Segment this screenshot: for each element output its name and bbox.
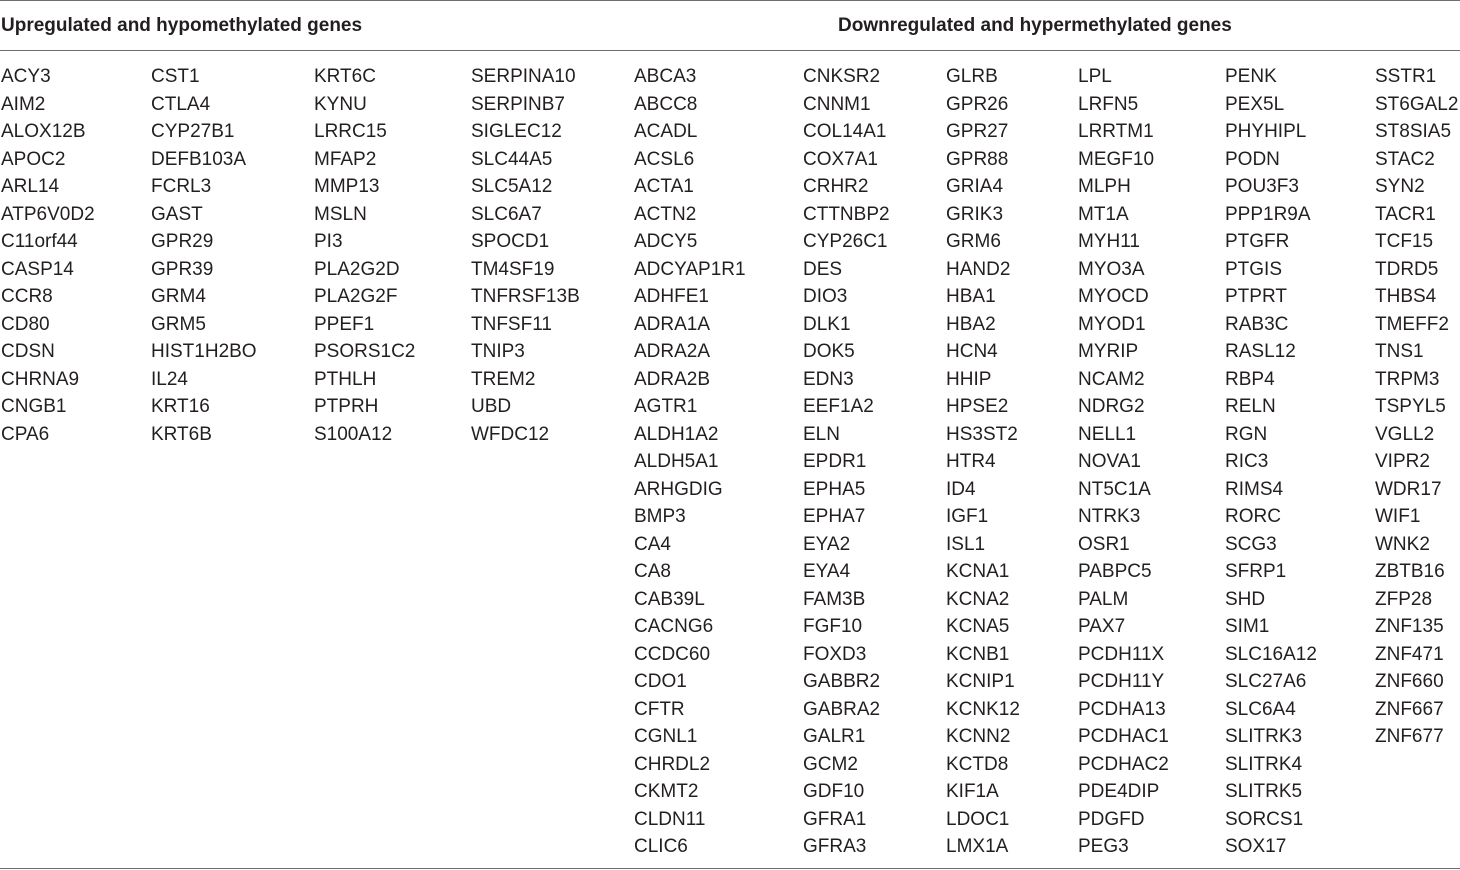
gene-cell: ABCA3: [634, 66, 697, 87]
gene-cell: PLA2G2D: [314, 258, 400, 280]
gene-cell: HCN4: [946, 341, 998, 362]
gene-cell: ACTA1: [634, 176, 694, 197]
gene-cell: NOVA1: [1078, 451, 1142, 472]
gene-cell: ACY3: [1, 66, 51, 87]
gene-cell: CNKSR2: [803, 66, 881, 87]
gene-cell: KYNU: [314, 93, 367, 115]
gene-cell: SERPINA10: [471, 66, 576, 87]
gene-cell: DEFB103A: [151, 148, 247, 170]
gene-cell: CAB39L: [634, 588, 705, 610]
gene-cell: PAX7: [1078, 616, 1126, 637]
gene-cell: ARHGDIG: [634, 478, 723, 500]
gene-cell: PCDH11Y: [1078, 671, 1165, 692]
gene-cell: MT1A: [1078, 203, 1129, 225]
gene-cell: MYO3A: [1078, 258, 1145, 280]
gene-cell: SORCS1: [1225, 808, 1304, 830]
gene-cell: KRT16: [151, 396, 210, 417]
gene-cell: ELN: [803, 423, 840, 445]
gene-cell: ID4: [946, 478, 976, 500]
gene-cell: SPOCD1: [471, 231, 550, 252]
gene-cell: RORC: [1225, 506, 1281, 527]
gene-cell: NT5C1A: [1078, 478, 1151, 500]
gene-cell: PTPRT: [1225, 286, 1287, 307]
gene-cell: CA4: [634, 533, 671, 555]
up-column-1: [1, 63, 95, 448]
gene-cell: CD80: [1, 313, 50, 335]
gene-cell: EYA2: [803, 533, 851, 555]
gene-cell: KCNK12: [946, 698, 1020, 720]
gene-cell: PDGFD: [1078, 808, 1145, 830]
gene-cell: EEF1A2: [803, 396, 874, 417]
gene-cell: GABRA2: [803, 698, 881, 720]
gene-cell: GPR27: [946, 121, 1009, 142]
gene-cell: WNK2: [1375, 533, 1430, 555]
gene-cell: RASL12: [1225, 341, 1296, 362]
gene-cell: C11orf44: [1, 231, 78, 252]
gene-cell: HAND2: [946, 258, 1011, 280]
gene-cell: TNS1: [1375, 341, 1424, 362]
gene-cell: GLRB: [946, 66, 998, 87]
gene-cell: TRPM3: [1375, 368, 1440, 390]
gene-cell: MYRIP: [1078, 341, 1139, 362]
gene-cell: LRRTM1: [1078, 121, 1154, 142]
gene-cell: ADRA2B: [634, 368, 711, 390]
gene-cell: SLC6A4: [1225, 698, 1296, 720]
gene-cell: FGF10: [803, 616, 863, 637]
gene-cell: WFDC12: [471, 423, 550, 445]
gene-cell: NCAM2: [1078, 368, 1145, 390]
gene-cell: DIO3: [803, 286, 848, 307]
gene-cell: CKMT2: [634, 781, 699, 802]
gene-cell: KRT6C: [314, 66, 376, 87]
gene-cell: SFRP1: [1225, 561, 1287, 582]
gene-cell: CYP26C1: [803, 231, 888, 252]
gene-cell: VGLL2: [1375, 423, 1435, 445]
gene-cell: PEG3: [1078, 836, 1129, 857]
gene-cell: HS3ST2: [946, 423, 1018, 445]
gene-cell: TCF15: [1375, 231, 1434, 252]
gene-cell: IL24: [151, 368, 188, 390]
gene-cell: KRT6B: [151, 423, 212, 445]
gene-cell: CNNM1: [803, 93, 871, 115]
gene-cell: PENK: [1225, 66, 1277, 87]
gene-cell: CGNL1: [634, 726, 698, 747]
gene-cell: LRRC15: [314, 121, 387, 142]
gene-cell: KIF1A: [946, 781, 999, 802]
gene-cell: ST8SIA5: [1375, 121, 1452, 142]
gene-cell: IGF1: [946, 506, 989, 527]
table-top-rule: [0, 0, 1460, 1]
gene-cell: SIGLEC12: [471, 121, 562, 142]
gene-cell: ZFP28: [1375, 588, 1433, 610]
gene-cell: NDRG2: [1078, 396, 1145, 417]
gene-cell: MSLN: [314, 203, 367, 225]
gene-cell: KCNA5: [946, 616, 1010, 637]
down-column-6: [1375, 63, 1458, 751]
gene-cell: TM4SF19: [471, 258, 555, 280]
gene-cell: KCNIP1: [946, 671, 1015, 692]
gene-cell: SERPINB7: [471, 93, 565, 115]
gene-cell: COX7A1: [803, 148, 878, 170]
gene-cell: PCDHAC2: [1078, 753, 1169, 775]
gene-cell: CCR8: [1, 286, 53, 307]
gene-cell: CDO1: [634, 671, 687, 692]
gene-cell: GALR1: [803, 726, 866, 747]
gene-cell: ALOX12B: [1, 121, 86, 142]
gene-cell: ZNF135: [1375, 616, 1444, 637]
gene-cell: RBP4: [1225, 368, 1275, 390]
gene-cell: ADHFE1: [634, 286, 709, 307]
gene-cell: EYA4: [803, 561, 851, 582]
gene-cell: GPR88: [946, 148, 1009, 170]
gene-cell: TDRD5: [1375, 258, 1439, 280]
gene-cell: PODN: [1225, 148, 1280, 170]
gene-cell: FCRL3: [151, 176, 212, 197]
header-rule: [0, 50, 1460, 51]
gene-cell: CHRNA9: [1, 368, 80, 390]
gene-cell: CST1: [151, 66, 200, 87]
gene-cell: TNIP3: [471, 341, 525, 362]
gene-cell: PTGIS: [1225, 258, 1283, 280]
gene-cell: CDSN: [1, 341, 55, 362]
gene-cell: COL14A1: [803, 121, 887, 142]
gene-cell: KCNN2: [946, 726, 1011, 747]
gene-cell: SLITRK3: [1225, 726, 1303, 747]
gene-cell: PCDHAC1: [1078, 726, 1169, 747]
gene-cell: PI3: [314, 231, 343, 252]
gene-cell: DES: [803, 258, 843, 280]
gene-cell: HHIP: [946, 368, 992, 390]
gene-cell: POU3F3: [1225, 176, 1299, 197]
gene-cell: GRM4: [151, 286, 206, 307]
gene-cell: HTR4: [946, 451, 996, 472]
gene-cell: GRIK3: [946, 203, 1004, 225]
gene-cell: ZNF660: [1375, 671, 1444, 692]
gene-cell: ADRA2A: [634, 341, 711, 362]
gene-cell: SLC27A6: [1225, 671, 1307, 692]
down-column-1: [634, 63, 746, 861]
gene-cell: WIF1: [1375, 506, 1421, 527]
gene-cell: NELL1: [1078, 423, 1137, 445]
up-column-3: [314, 63, 415, 448]
gene-cell: GFRA1: [803, 808, 867, 830]
gene-cell: BMP3: [634, 506, 686, 527]
gene-cell: LPL: [1078, 66, 1112, 87]
gene-cell: PTGFR: [1225, 231, 1290, 252]
gene-cell: CTLA4: [151, 93, 211, 115]
gene-cell: ST6GAL2: [1375, 93, 1459, 115]
header-downregulated: Downregulated and hypermethylated genes: [838, 15, 1232, 36]
gene-cell: SLITRK5: [1225, 781, 1303, 802]
gene-cell: ACTN2: [634, 203, 697, 225]
gene-cell: ZNF677: [1375, 726, 1444, 747]
gene-cell: GRM6: [946, 231, 1001, 252]
header-upregulated: Upregulated and hypomethylated genes: [1, 15, 363, 36]
gene-cell: SHD: [1225, 588, 1266, 610]
gene-cell: CPA6: [1, 423, 50, 445]
gene-cell: ACSL6: [634, 148, 695, 170]
gene-cell: CFTR: [634, 698, 685, 720]
gene-cell: GPR39: [151, 258, 214, 280]
gene-cell: MYOCD: [1078, 286, 1149, 307]
gene-cell: EPHA7: [803, 506, 866, 527]
gene-cell: SYN2: [1375, 176, 1425, 197]
gene-cell: RIC3: [1225, 451, 1269, 472]
gene-cell: MFAP2: [314, 148, 377, 170]
gene-cell: PSORS1C2: [314, 341, 416, 362]
gene-cell: CYP27B1: [151, 121, 235, 142]
gene-cell: GRM5: [151, 313, 206, 335]
gene-cell: VIPR2: [1375, 451, 1430, 472]
gene-cell: GPR29: [151, 231, 214, 252]
gene-cell: PPP1R9A: [1225, 203, 1311, 225]
gene-cell: CASP14: [1, 258, 74, 280]
gene-cell: KCNB1: [946, 643, 1010, 665]
gene-cell: ALDH5A1: [634, 451, 719, 472]
gene-cell: DLK1: [803, 313, 851, 335]
gene-cell: HIST1H2BO: [151, 341, 257, 362]
gene-cell: CLDN11: [634, 808, 706, 830]
gene-cell: ISL1: [946, 533, 986, 555]
gene-cell: CCDC60: [634, 643, 711, 665]
gene-cell: PLA2G2F: [314, 286, 398, 307]
gene-cell: TSPYL5: [1375, 396, 1446, 417]
gene-cell: RELN: [1225, 396, 1276, 417]
gene-cell: GPR26: [946, 93, 1009, 115]
gene-cell: EPDR1: [803, 451, 867, 472]
gene-cell: MYH11: [1078, 231, 1140, 252]
gene-cell: S100A12: [314, 423, 393, 445]
gene-cell: GAST: [151, 203, 203, 225]
gene-cell: PTHLH: [314, 368, 377, 390]
gene-cell: CTTNBP2: [803, 203, 890, 225]
gene-cell: NTRK3: [1078, 506, 1141, 527]
gene-cell: GDF10: [803, 781, 865, 802]
gene-cell: KCNA2: [946, 588, 1010, 610]
gene-cell: THBS4: [1375, 286, 1437, 307]
down-column-5: [1225, 63, 1317, 861]
gene-cell: CNGB1: [1, 396, 67, 417]
gene-cell: SIM1: [1225, 616, 1270, 637]
gene-cell: PCDH11X: [1078, 643, 1165, 665]
gene-cell: PDE4DIP: [1078, 781, 1160, 802]
gene-cell: SLC5A12: [471, 176, 553, 197]
gene-cell: STAC2: [1375, 148, 1435, 170]
gene-cell: LRFN5: [1078, 93, 1139, 115]
gene-cell: KCNA1: [946, 561, 1010, 582]
gene-cell: APOC2: [1, 148, 66, 170]
gene-cell: SSTR1: [1375, 66, 1437, 87]
gene-cell: CA8: [634, 561, 671, 582]
gene-cell: PPEF1: [314, 313, 375, 335]
gene-cell: OSR1: [1078, 533, 1130, 555]
gene-cell: TACR1: [1375, 203, 1436, 225]
gene-cell: SLC44A5: [471, 148, 553, 170]
up-column-4: [471, 63, 580, 448]
gene-cell: LMX1A: [946, 836, 1009, 857]
gene-cell: UBD: [471, 396, 512, 417]
gene-cell: RGN: [1225, 423, 1268, 445]
gene-cell: AIM2: [1, 93, 46, 115]
gene-cell: ADRA1A: [634, 313, 711, 335]
gene-cell: MYOD1: [1078, 313, 1146, 335]
gene-cell: CACNG6: [634, 616, 714, 637]
gene-cell: ALDH1A2: [634, 423, 719, 445]
gene-cell: MEGF10: [1078, 148, 1155, 170]
gene-cell: AGTR1: [634, 396, 698, 417]
gene-cell: CLIC6: [634, 836, 688, 857]
gene-cell: ADCYAP1R1: [634, 258, 746, 280]
gene-cell: GFRA3: [803, 836, 867, 857]
gene-cell: ARL14: [1, 176, 60, 197]
gene-cell: RAB3C: [1225, 313, 1289, 335]
gene-cell: SLITRK4: [1225, 753, 1303, 775]
gene-cell: TNFRSF13B: [471, 286, 580, 307]
down-column-4: [1078, 63, 1169, 861]
gene-cell: PEX5L: [1225, 93, 1285, 115]
gene-cell: TNFSF11: [471, 313, 552, 335]
gene-cell: SLC6A7: [471, 203, 542, 225]
gene-cell: CHRDL2: [634, 753, 711, 775]
gene-cell: GABBR2: [803, 671, 881, 692]
up-column-2: [151, 63, 257, 448]
gene-cell: WDR17: [1375, 478, 1442, 500]
gene-cell: GCM2: [803, 753, 858, 775]
gene-cell: ZBTB16: [1375, 561, 1445, 582]
gene-cell: PALM: [1078, 588, 1129, 610]
gene-cell: RIMS4: [1225, 478, 1284, 500]
gene-cell: DOK5: [803, 341, 855, 362]
table-bottom-rule: [0, 868, 1460, 869]
gene-cell: PHYHIPL: [1225, 121, 1307, 142]
gene-cell: SCG3: [1225, 533, 1277, 555]
gene-cell: EPHA5: [803, 478, 866, 500]
gene-cell: HPSE2: [946, 396, 1009, 417]
gene-cell: CRHR2: [803, 176, 869, 197]
gene-cell: KCTD8: [946, 753, 1009, 775]
gene-cell: PCDHA13: [1078, 698, 1166, 720]
gene-cell: LDOC1: [946, 808, 1010, 830]
gene-cell: ACADL: [634, 121, 698, 142]
gene-cell: MLPH: [1078, 176, 1131, 197]
gene-cell: ZNF471: [1375, 643, 1444, 665]
gene-cell: FAM3B: [803, 588, 866, 610]
down-column-3: [946, 63, 1020, 861]
gene-cell: MMP13: [314, 176, 380, 197]
gene-cell: EDN3: [803, 368, 854, 390]
gene-cell: ABCC8: [634, 93, 698, 115]
gene-cell: HBA1: [946, 286, 996, 307]
down-column-2: [803, 63, 890, 861]
gene-cell: PABPC5: [1078, 561, 1152, 582]
gene-cell: SLC16A12: [1225, 643, 1317, 665]
gene-cell: TMEFF2: [1375, 313, 1449, 335]
gene-cell: TREM2: [471, 368, 536, 390]
gene-cell: HBA2: [946, 313, 996, 335]
gene-cell: FOXD3: [803, 643, 867, 665]
gene-cell: ZNF667: [1375, 698, 1444, 720]
gene-cell: GRIA4: [946, 176, 1004, 197]
gene-cell: SOX17: [1225, 836, 1287, 857]
gene-cell: ADCY5: [634, 231, 698, 252]
gene-cell: ATP6V0D2: [1, 203, 95, 225]
gene-cell: PTPRH: [314, 396, 379, 417]
